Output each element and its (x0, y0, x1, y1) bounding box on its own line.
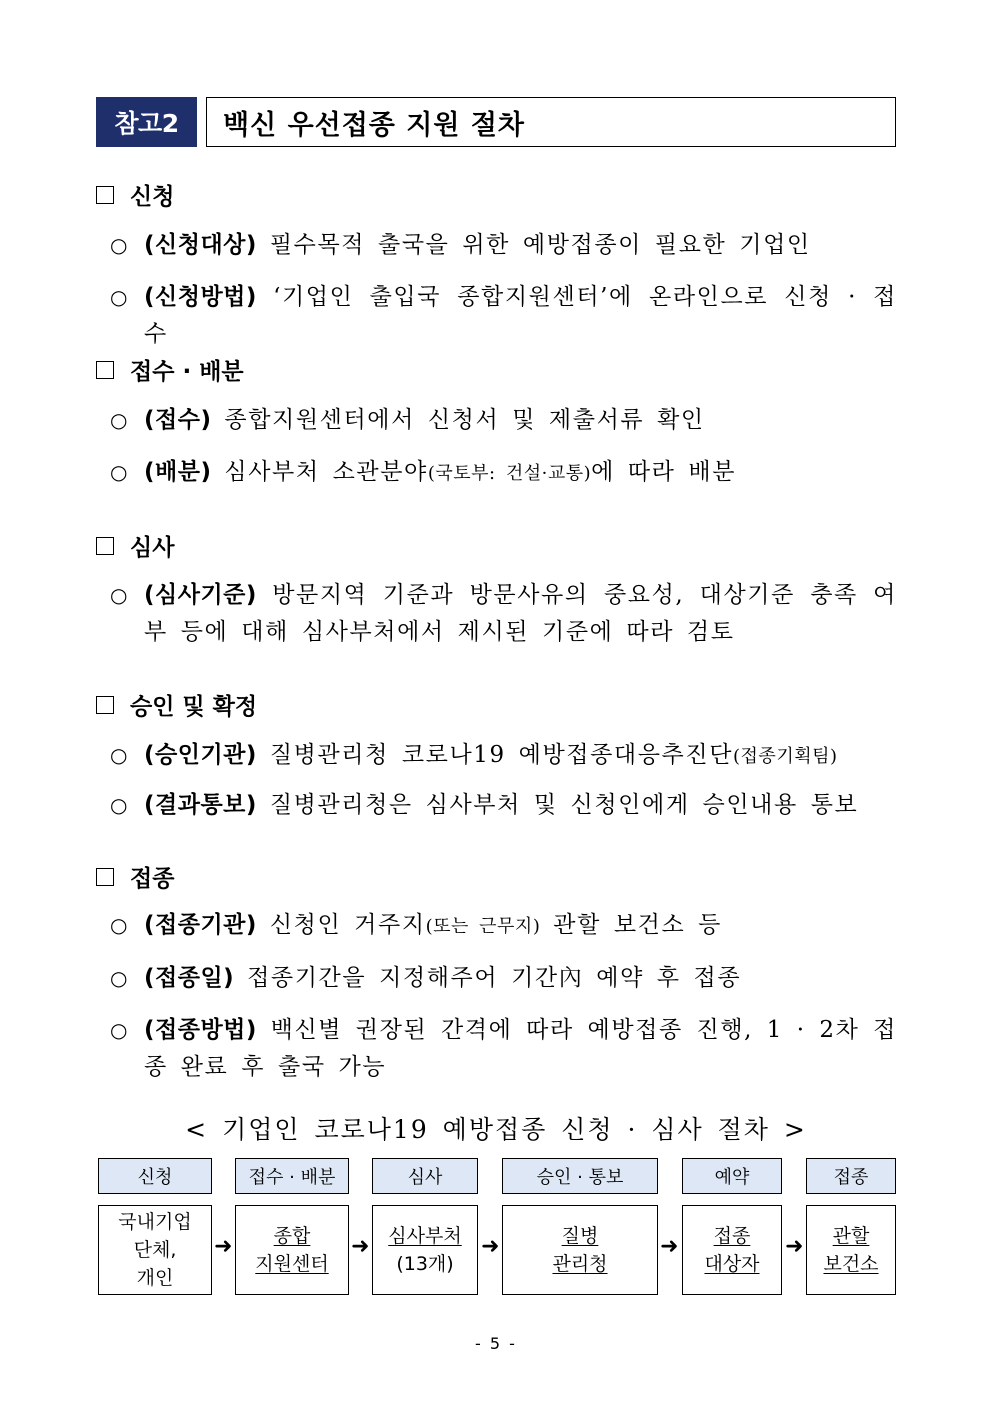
checkbox-square-icon (96, 696, 114, 714)
node-line: (13개) (396, 1253, 454, 1275)
item-label: (심사기준) (144, 582, 257, 608)
node-line: 심사부처 (388, 1225, 462, 1247)
flow-node-applicant (98, 1205, 212, 1295)
node-line: 국내기업 (118, 1211, 192, 1233)
item-label: (승인기관) (144, 742, 257, 768)
node-line: 보건소 (823, 1253, 879, 1275)
item-note: (국토부: 건설·교통) (427, 463, 592, 484)
list-item (110, 402, 897, 439)
list-item (110, 454, 897, 492)
flow-node-kdca (502, 1205, 658, 1295)
section-heading-text: 접수 · 배분 (130, 359, 244, 385)
circle-bullet-icon: ○ (110, 743, 130, 767)
stage-header: 승인 · 통보 (502, 1158, 658, 1194)
checkbox-square-icon (96, 537, 114, 555)
node-line: 질병 (561, 1225, 599, 1247)
list-item (110, 577, 897, 651)
item-text: 질병관리청은 심사부처 및 신청인에게 승인내용 통보 (256, 792, 859, 818)
node-line: 지원센터 (255, 1253, 329, 1275)
flow-node-support-center (235, 1205, 349, 1295)
node-line: 대상자 (704, 1253, 760, 1275)
stage-header: 접종 (806, 1158, 896, 1194)
section-heading-approval (96, 688, 257, 721)
item-text: 필수목적 출국을 위한 예방접종이 필요한 기업인 (256, 232, 811, 258)
item-text-after: 에 따라 배분 (591, 459, 737, 485)
list-item (110, 787, 897, 824)
node-line: 개인 (136, 1267, 174, 1289)
list-item (110, 1012, 897, 1086)
item-label: (접수) (144, 407, 212, 433)
list-item (110, 227, 897, 264)
item-text-after: 관할 보건소 등 (540, 912, 723, 938)
item-note: (접종기획팀) (733, 746, 838, 767)
item-text: 방문지역 기준과 방문사유의 중요성, 대상기준 충족 여부 등에 대해 심사부처에서 제시된 기준에 따라 검토 (144, 582, 897, 645)
section-heading-text: 접종 (130, 866, 175, 892)
item-note: (또는 근무지) (425, 916, 541, 937)
flow-node-health-center (806, 1205, 896, 1295)
circle-bullet-icon: ○ (110, 285, 130, 309)
arrow-right-icon: ➜ (481, 1234, 500, 1259)
stage-header: 신청 (98, 1158, 212, 1194)
checkbox-square-icon (96, 868, 114, 886)
stage-header: 접수 · 배분 (235, 1158, 349, 1194)
list-item (110, 737, 897, 775)
arrow-right-icon: ➜ (660, 1234, 679, 1259)
stage-header: 심사 (372, 1158, 478, 1194)
page-title: 백신 우선접종 지원 절차 (206, 97, 896, 147)
item-text: 종합지원센터에서 신청서 및 제출서류 확인 (211, 407, 705, 433)
arrow-right-icon: ➜ (351, 1234, 370, 1259)
checkbox-square-icon (96, 361, 114, 379)
circle-bullet-icon: ○ (110, 793, 130, 817)
item-label: (신청대상) (144, 232, 257, 258)
section-heading-receipt (96, 353, 244, 386)
item-text: 심사부처 소관분야 (211, 459, 428, 485)
node-line: 종합 (273, 1225, 311, 1247)
node-line: 접종 (713, 1225, 751, 1247)
section-heading-text: 신청 (130, 184, 175, 210)
reference-tag: 참고2 (96, 97, 197, 147)
item-text: 질병관리청 코로나19 예방접종대응추진단 (256, 742, 734, 768)
section-heading-review (96, 529, 174, 562)
item-label: (접종기관) (144, 912, 257, 938)
item-text: 접종기간을 지정해주어 기간內 예약 후 접종 (234, 965, 742, 991)
node-line: 관리청 (552, 1253, 608, 1275)
item-label: (결과통보) (144, 792, 257, 818)
item-text: ‘기업인 출입국 종합지원센터’에 온라인으로 신청 · 접수 (144, 284, 897, 347)
item-text: 신청인 거주지 (256, 912, 426, 938)
circle-bullet-icon: ○ (110, 913, 130, 937)
circle-bullet-icon: ○ (110, 1018, 130, 1042)
list-item (110, 960, 897, 997)
page-number: - 5 - (475, 1334, 517, 1353)
item-text: 백신별 권장된 간격에 따라 예방접종 진행, 1 · 2차 접종 완료 후 출국 가능 (144, 1017, 897, 1080)
section-heading-vaccination (96, 860, 174, 893)
circle-bullet-icon: ○ (110, 966, 130, 990)
section-heading-text: 승인 및 확정 (130, 694, 258, 720)
diagram-title: < 기업인 코로나19 예방접종 신청 · 심사 절차 > (185, 1115, 807, 1144)
arrow-right-icon: ➜ (214, 1234, 233, 1259)
list-item (110, 279, 897, 353)
section-heading-apply (96, 178, 174, 211)
circle-bullet-icon: ○ (110, 233, 130, 257)
node-line: 단체, (133, 1239, 177, 1261)
circle-bullet-icon: ○ (110, 460, 130, 484)
circle-bullet-icon: ○ (110, 408, 130, 432)
item-label: (신청방법) (144, 284, 257, 310)
checkbox-square-icon (96, 186, 114, 204)
item-label: (배분) (144, 459, 212, 485)
item-label: (접종일) (144, 965, 235, 991)
arrow-right-icon: ➜ (785, 1234, 804, 1259)
node-line: 관할 (832, 1225, 870, 1247)
stage-header: 예약 (682, 1158, 782, 1194)
section-heading-text: 심사 (130, 535, 175, 561)
item-label: (접종방법) (144, 1017, 257, 1043)
flow-node-review-ministry (372, 1205, 478, 1295)
circle-bullet-icon: ○ (110, 583, 130, 607)
flow-node-vaccinee (682, 1205, 782, 1295)
list-item (110, 907, 897, 945)
